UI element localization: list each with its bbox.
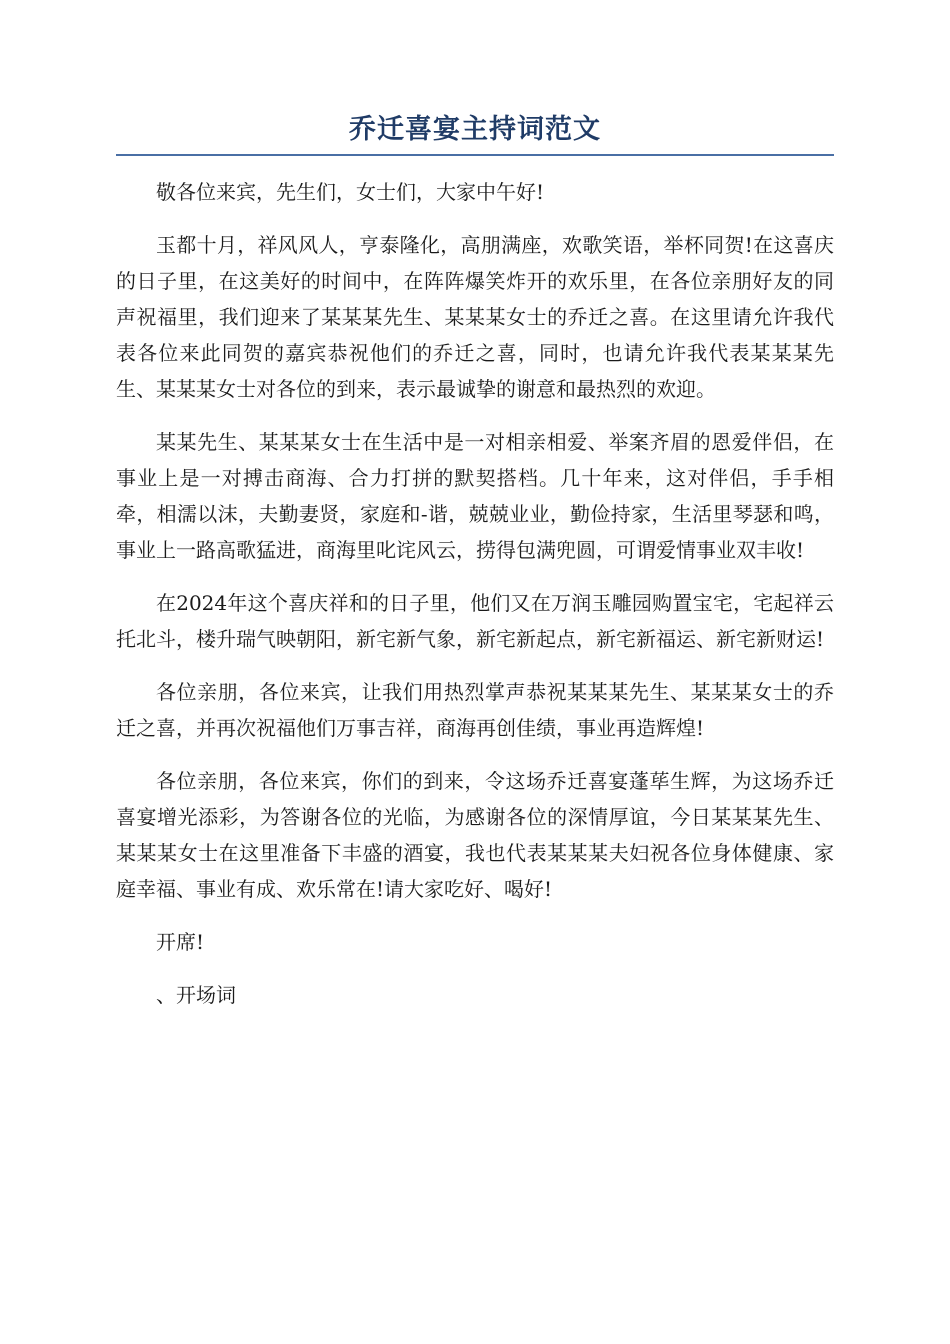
paragraph-greeting: 敬各位来宾，先生们，女士们，大家中午好! bbox=[156, 180, 545, 204]
document-body bbox=[116, 174, 834, 1013]
paragraph-opening: 玉都十月，祥风风人，亨泰隆化，高朋满座，欢歌笑语，举杯同贺!在这喜庆的日子里，在这美好的时间中，在阵阵爆笑炸开的欢乐里，在各位亲朋好友的同声祝福里，我们迎来了某某某先生、某某某女士的乔迁之喜。在这里请允许我代表各位来此同贺的嘉宾恭祝他们的乔迁之喜，同时，也请允许我代表某某某先生、某某某女士对各位的到来，表示最诚挚的谢意和最热烈的欢迎。 bbox=[116, 233, 834, 401]
document-title: 乔迁喜宴主持词范文 bbox=[349, 114, 601, 145]
document-page bbox=[116, 110, 834, 1030]
paragraph-applause: 各位亲朋，各位来宾，让我们用热烈掌声恭祝某某某先生、某某某女士的乔迁之喜，并再次祝福他们万事吉祥，商海再创佳绩，事业再造辉煌! bbox=[116, 680, 834, 740]
paragraph-opening-words: 、开场词 bbox=[156, 983, 236, 1007]
paragraph-new-home: 在2024年这个喜庆祥和的日子里，他们又在万润玉雕园购置宝宅，宅起祥云托北斗，楼升瑞气映朝阳，新宅新气象，新宅新起点，新宅新福运、新宅新财运! bbox=[116, 591, 834, 651]
title-underline bbox=[116, 154, 834, 156]
paragraph-couple: 某某先生、某某某女士在生活中是一对相亲相爱、举案齐眉的恩爱伴侣，在事业上是一对搏击商海、合力打拼的默契搭档。几十年来，这对伴侣，手手相牵，相濡以沫，夫勤妻贤，家庭和-谐，兢兢业业，勤俭持家，生活里琴瑟和鸣，事业上一路高歌猛进，商海里叱诧风云，捞得包满兜圆，可谓爱情事业双丰收! bbox=[116, 430, 834, 562]
paragraph-thanks: 各位亲朋，各位来宾，你们的到来，令这场乔迁喜宴蓬荜生辉，为这场乔迁喜宴增光添彩，为答谢各位的光临，为感谢各位的深情厚谊，今日某某某先生、某某某女士在这里准备下丰盛的酒宴，我也代表某某某夫妇祝各位身体健康、家庭幸福、事业有成、欢乐常在!请大家吃好、喝好! bbox=[116, 769, 834, 901]
paragraph-start-banquet: 开席! bbox=[156, 930, 205, 954]
